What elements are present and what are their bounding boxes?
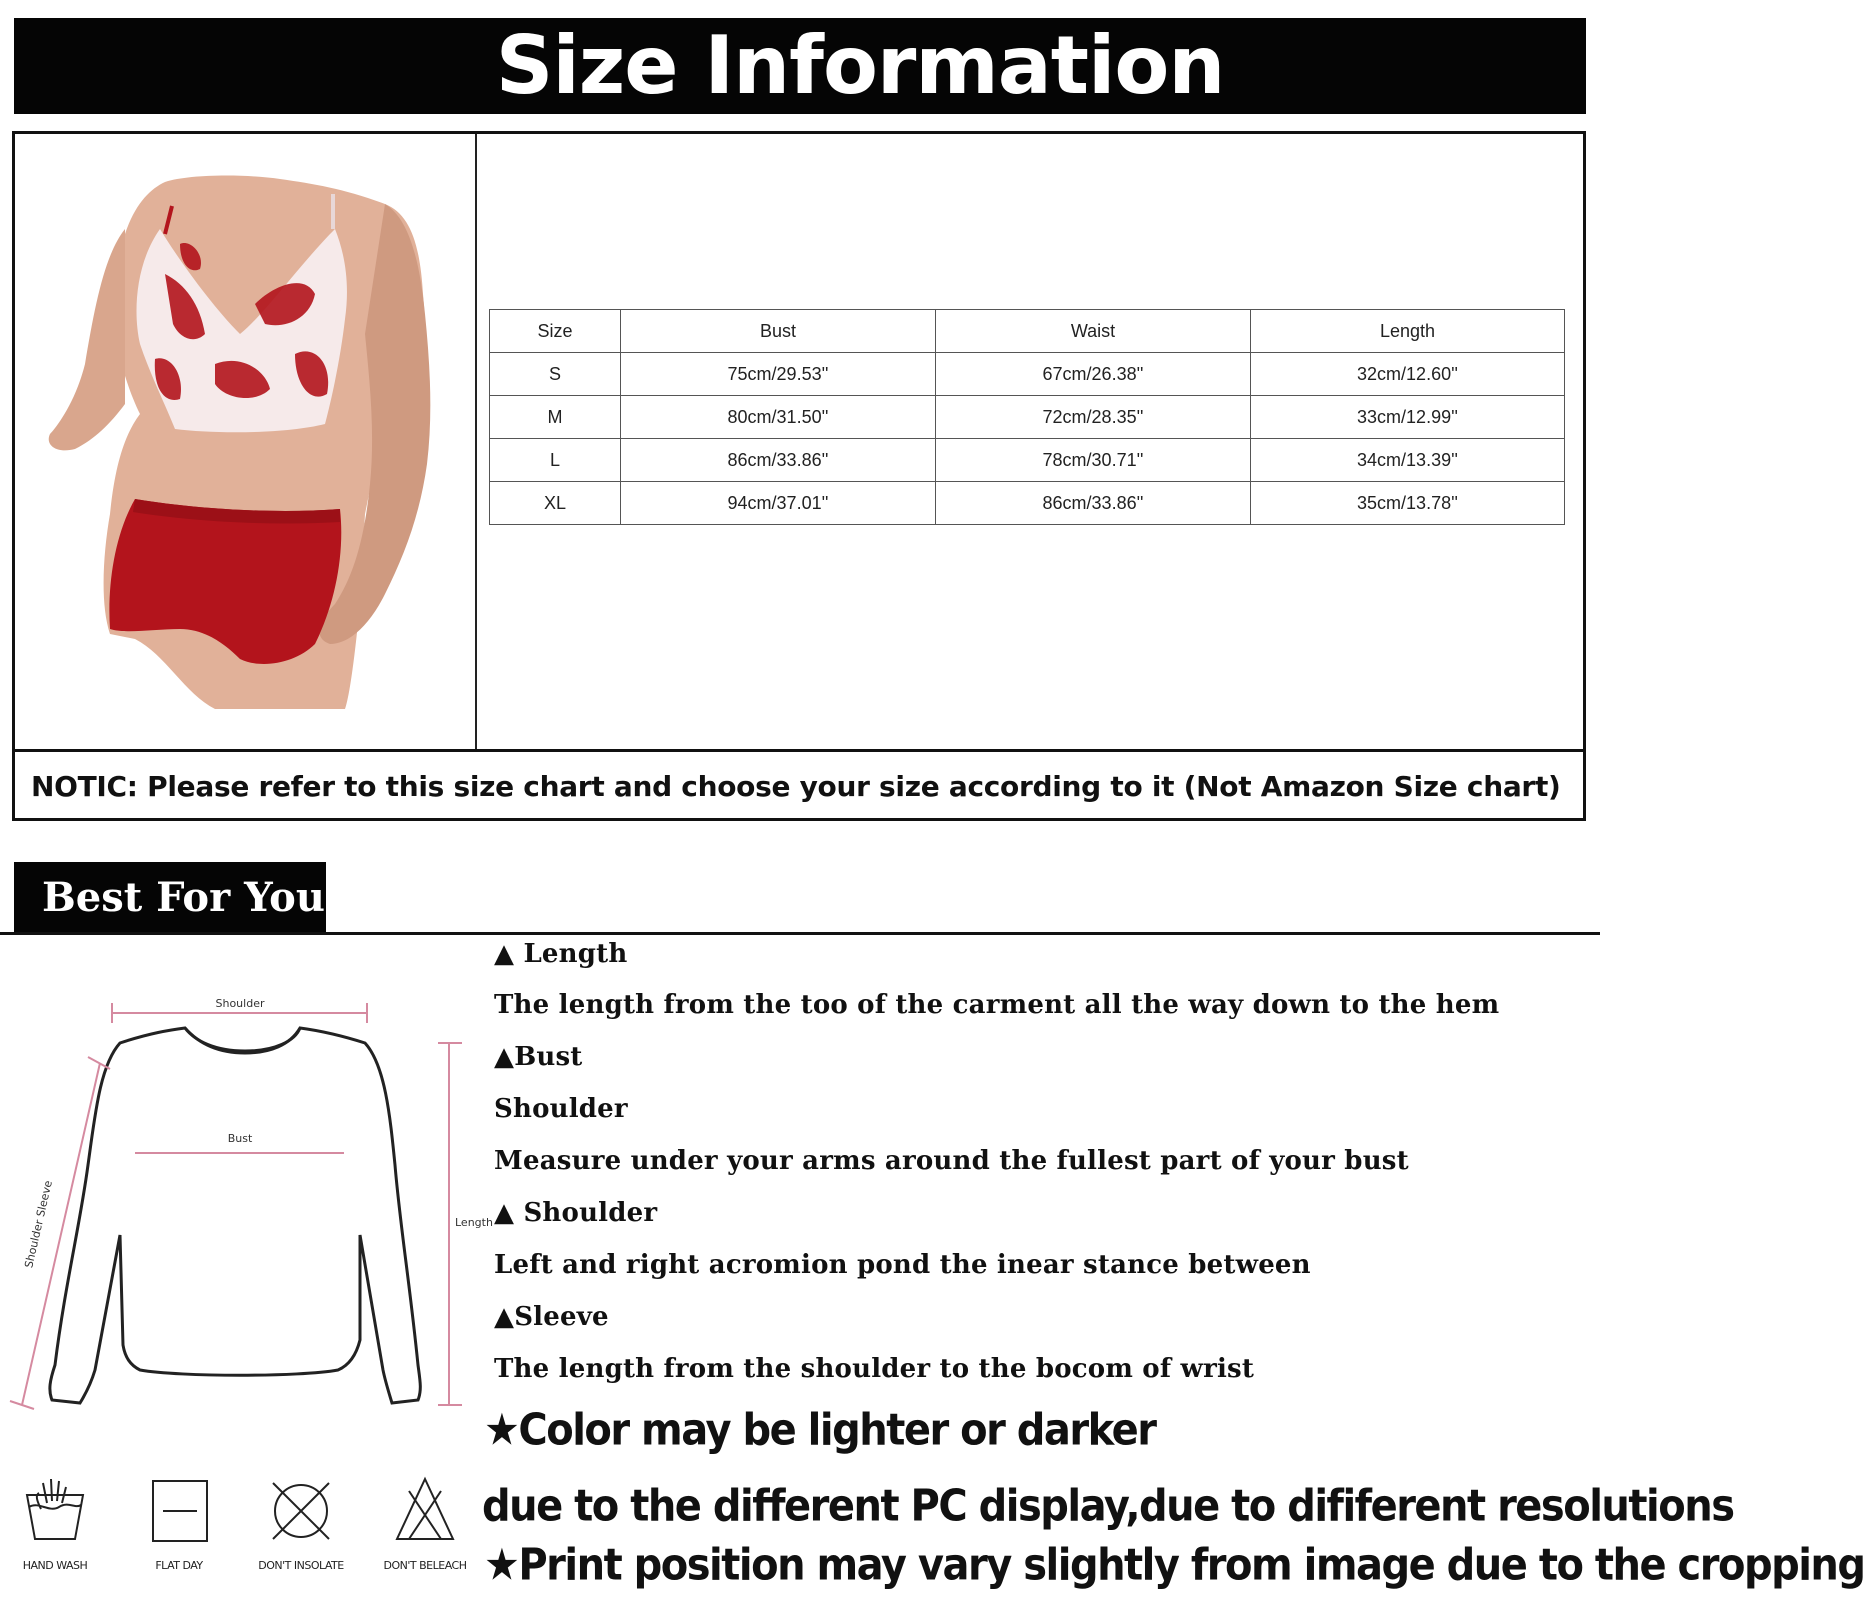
- product-image-cell: [15, 134, 477, 749]
- care-dont-insolate: [246, 1475, 356, 1572]
- print-position-note: ★Print position may vary slightly from image due to the cropping: [484, 1540, 1865, 1591]
- care-hand-wash: [0, 1475, 110, 1572]
- bust-cell: 75cm/29.53'': [621, 353, 936, 396]
- care-label: FLAT DAY: [155, 1559, 203, 1572]
- header-size: Size: [490, 310, 621, 353]
- size-cell: XL: [490, 482, 621, 525]
- color-note: ★Color may be lighter or darker: [484, 1405, 1156, 1456]
- shoulder-description: Left and right acromion pond the inear stance between: [494, 1250, 1311, 1280]
- care-flat-dry: [124, 1475, 234, 1572]
- hand-wash-icon: [19, 1475, 91, 1545]
- bust-heading: ▲Bust: [494, 1042, 583, 1072]
- notice-row: [15, 749, 1583, 818]
- table-row: [490, 482, 1565, 525]
- size-cell: L: [490, 439, 621, 482]
- display-note: due to the different PC display,due to dififerent resolutions: [482, 1481, 1734, 1532]
- table-row: [490, 353, 1565, 396]
- header-bust: Bust: [621, 310, 936, 353]
- header-waist: Waist: [936, 310, 1251, 353]
- length-description: The length from the too of the carment all the way down to the hem: [494, 990, 1500, 1020]
- flat-dry-icon: [143, 1475, 215, 1545]
- size-cell: M: [490, 396, 621, 439]
- care-label: DON'T INSOLATE: [258, 1559, 344, 1572]
- sleeve-label: Shoulder Sleeve: [22, 1179, 55, 1270]
- header-length: Length: [1251, 310, 1565, 353]
- bust-description: Measure under your arms around the fullest part of your bust: [494, 1146, 1409, 1176]
- measurement-diagram: [0, 985, 493, 1465]
- sweater-outline: [50, 1028, 420, 1403]
- sleeve-description: The length from the shoulder to the bocom of wrist: [494, 1354, 1255, 1384]
- length-label: Length: [455, 1216, 493, 1229]
- table-header-row: [490, 310, 1565, 353]
- waist-cell: 78cm/30.71'': [936, 439, 1251, 482]
- do-not-tumble-dry-icon: [265, 1475, 337, 1545]
- care-label: HAND WASH: [22, 1559, 88, 1572]
- length-heading: ▲ Length: [494, 939, 628, 969]
- length-cell: 35cm/13.78'': [1251, 482, 1565, 525]
- best-for-you-tab: [14, 862, 326, 932]
- length-cell: 32cm/12.60'': [1251, 353, 1565, 396]
- length-cell: 33cm/12.99'': [1251, 396, 1565, 439]
- bust-cell: 94cm/37.01'': [621, 482, 936, 525]
- shoulder-subheading: Shoulder: [494, 1094, 628, 1124]
- care-label: DON'T BELEACH: [383, 1559, 467, 1572]
- shoulder-heading: ▲ Shoulder: [494, 1198, 658, 1228]
- table-row: [490, 439, 1565, 482]
- size-table: [489, 309, 1565, 525]
- waist-cell: 67cm/26.38'': [936, 353, 1251, 396]
- product-photo: [15, 134, 475, 749]
- page-title: Size Information: [495, 19, 1225, 112]
- waist-cell: 86cm/33.86'': [936, 482, 1251, 525]
- length-cell: 34cm/13.39'': [1251, 439, 1565, 482]
- do-not-bleach-icon: [389, 1475, 461, 1545]
- table-row: [490, 396, 1565, 439]
- shoulder-label: Shoulder: [215, 997, 265, 1010]
- bust-label: Bust: [227, 1132, 253, 1145]
- waist-cell: 72cm/28.35'': [936, 396, 1251, 439]
- size-information-header: [14, 18, 1586, 114]
- best-for-you-label: Best For You: [42, 874, 325, 921]
- size-cell: S: [490, 353, 621, 396]
- section-divider: [0, 932, 1600, 935]
- sleeve-heading: ▲Sleeve: [494, 1302, 609, 1332]
- size-notice: NOTIC: Please refer to this size chart and choose your size according to it (Not Amazon Size chart): [31, 770, 1561, 803]
- care-dont-bleach: [370, 1475, 480, 1572]
- bust-cell: 86cm/33.86'': [621, 439, 936, 482]
- bust-cell: 80cm/31.50'': [621, 396, 936, 439]
